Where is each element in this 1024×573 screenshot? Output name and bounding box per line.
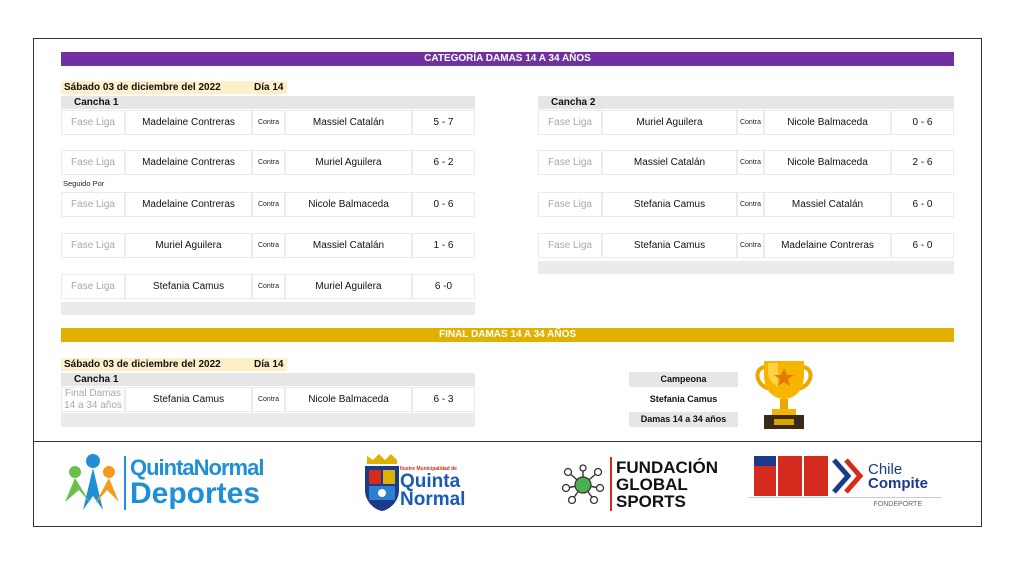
global-sports-network-icon: [560, 464, 606, 506]
versus-cell: Contra: [738, 193, 763, 216]
player-a-cell: Muriel Aguilera: [603, 111, 736, 134]
chile-compite-line2: Compite: [868, 475, 928, 492]
court-2-footer-bar: [538, 261, 954, 274]
match-row: [61, 274, 475, 299]
versus-cell: Contra: [253, 388, 284, 411]
fgs-line1: FUNDACIÓN: [616, 458, 718, 477]
champion-category: Damas 14 a 34 años: [629, 412, 738, 427]
footer-divider: [33, 441, 982, 442]
player-a-cell: Madelaine Contreras: [126, 111, 251, 134]
score-cell: 0 - 6: [413, 193, 474, 216]
player-a-cell: Madelaine Contreras: [126, 193, 251, 216]
trophy-icon: [752, 357, 816, 431]
versus-cell: Contra: [738, 111, 763, 134]
player-b-cell: Nicole Balmaceda: [286, 388, 411, 411]
court-1-footer-bar: [61, 302, 475, 315]
score-cell: 1 - 6: [413, 234, 474, 257]
score-cell: 6 - 0: [892, 193, 953, 216]
versus-cell: Contra: [738, 234, 763, 257]
gobierno-chile-blocks: [754, 456, 828, 496]
versus-cell: Contra: [253, 111, 284, 134]
fgs-line2: GLOBAL: [616, 475, 688, 494]
fgs-line3: SPORTS: [616, 492, 686, 511]
court-2-header: Cancha 2: [538, 96, 954, 109]
chile-compite-line1: Chile: [868, 461, 903, 478]
quinta-normal-deportes-emblem: [61, 452, 125, 512]
final-banner: FINAL DAMAS 14 A 34 AÑOS: [61, 328, 954, 342]
match-row: [61, 192, 475, 217]
chile-compite-chevron-icon: [832, 458, 866, 494]
final-footer-bar: [61, 413, 475, 427]
phase-cell: Fase Liga: [539, 193, 601, 216]
phase-cell: Fase Liga: [539, 234, 601, 257]
player-b-cell: Massiel Catalán: [286, 234, 411, 257]
score-cell: 6 - 2: [413, 151, 474, 174]
day-number: Día 14: [254, 82, 284, 93]
followed-by-note: Seguido Por: [63, 179, 105, 188]
match-row: [538, 150, 954, 175]
match-row: [538, 192, 954, 217]
score-cell: 2 - 6: [892, 151, 953, 174]
score-cell: 6 -0: [413, 275, 474, 298]
phase-cell: Fase Liga: [62, 275, 124, 298]
quinta-normal-crest-icon: [363, 454, 401, 512]
score-cell: 5 - 7: [413, 111, 474, 134]
versus-cell: Contra: [253, 275, 284, 298]
phase-cell: Fase Liga: [539, 151, 601, 174]
qn-deportes-title: QuintaNormal: [130, 455, 264, 480]
qn-divider: [124, 456, 126, 510]
court-1-header: Cancha 1: [61, 96, 475, 109]
player-b-cell: Muriel Aguilera: [286, 275, 411, 298]
player-b-cell: Nicole Balmaceda: [765, 151, 890, 174]
phase-cell: Fase Liga: [62, 234, 124, 257]
final-court-header: Cancha 1: [61, 373, 475, 386]
player-b-cell: Nicole Balmaceda: [765, 111, 890, 134]
score-cell: 6 - 0: [892, 234, 953, 257]
date-bar: [61, 81, 287, 94]
match-row: [61, 110, 475, 135]
match-row: [61, 233, 475, 258]
match-row: [61, 150, 475, 175]
versus-cell: Contra: [253, 193, 284, 216]
player-b-cell: Massiel Catalán: [286, 111, 411, 134]
muni-name-line2: Normal: [400, 489, 466, 510]
match-row: [538, 110, 954, 135]
versus-cell: Contra: [253, 234, 284, 257]
player-b-cell: Massiel Catalán: [765, 193, 890, 216]
champion-label: Campeona: [629, 372, 738, 387]
date-text: Sábado 03 de diciembre del 2022: [64, 82, 221, 93]
phase-cell: Fase Liga: [539, 111, 601, 134]
player-a-cell: Stefania Camus: [126, 275, 251, 298]
player-a-cell: Muriel Aguilera: [126, 234, 251, 257]
score-cell: 0 - 6: [892, 111, 953, 134]
player-b-cell: Muriel Aguilera: [286, 151, 411, 174]
player-a-cell: Stefania Camus: [603, 234, 736, 257]
final-day-number: Día 14: [254, 359, 284, 370]
versus-cell: Contra: [253, 151, 284, 174]
match-row: [61, 387, 475, 412]
score-cell: 6 - 3: [413, 388, 474, 411]
player-a-cell: Madelaine Contreras: [126, 151, 251, 174]
final-date-bar: [61, 358, 287, 371]
muni-small-text: Ilustre Municipalidad de: [400, 466, 457, 472]
phase-cell: Fase Liga: [62, 193, 124, 216]
versus-cell: Contra: [738, 151, 763, 174]
phase-cell: Fase Liga: [62, 151, 124, 174]
fgs-divider: [610, 457, 612, 511]
champion-name: Stefania Camus: [649, 394, 718, 404]
final-date-text: Sábado 03 de diciembre del 2022: [64, 359, 221, 370]
qn-deportes-subtitle: Deportes: [130, 477, 261, 510]
match-row: [538, 233, 954, 258]
fondeporte-caption: FONDEPORTE: [748, 497, 942, 511]
muni-name-line1: Quinta: [400, 471, 461, 492]
player-a-cell: Stefania Camus: [126, 388, 251, 411]
phase-cell: Fase Liga: [62, 111, 124, 134]
player-a-cell: Stefania Camus: [603, 193, 736, 216]
player-a-cell: Massiel Catalán: [603, 151, 736, 174]
phase-cell: Final Damas 14 a 34 años: [62, 388, 124, 411]
player-b-cell: Madelaine Contreras: [765, 234, 890, 257]
category-banner: CATEGORÍA DAMAS 14 A 34 AÑOS: [61, 52, 954, 66]
player-b-cell: Nicole Balmaceda: [286, 193, 411, 216]
